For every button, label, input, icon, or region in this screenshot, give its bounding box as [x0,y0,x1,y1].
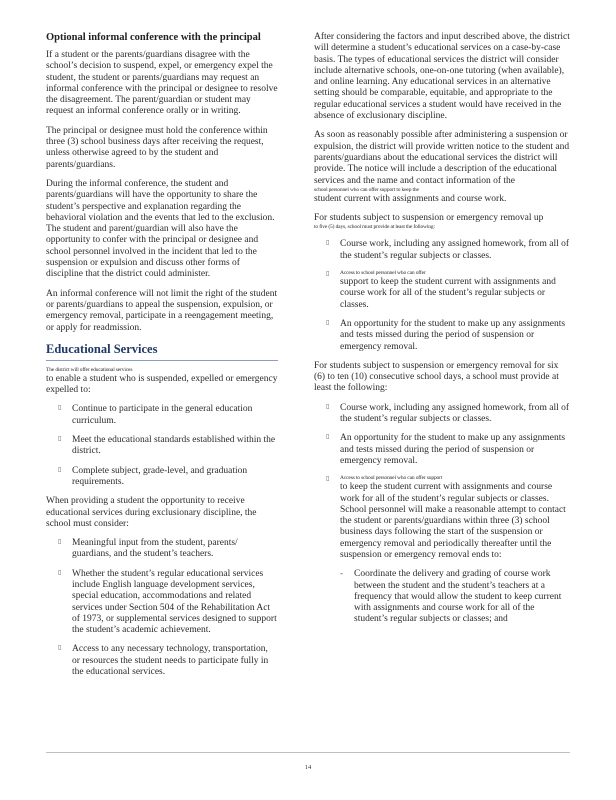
edu-intro-text: to enable a student who is suspended, expelled or emergency expelled to: [46,373,278,396]
footer-divider [46,752,570,753]
educational-services-heading: Educational Services [46,341,158,356]
informal-paragraph-3: During the informal conference, the student and parents/guardians will have the opportunity to share the student’s perspective and explanation regarding the behavioral violation and the events that led to the exclusion. The student and parent/guardian will also have the opportunity to confer with the principal or designee and school personnel involved in the incident that led to the suspension or expulsion and discuss other forms of discipline that the district could administer. [46,178,275,280]
written-notice-text: As soon as reasonably possible after administering a suspension or expulsion, the district will provide written notice to the student and parents/guardians about the educational services the district will provide. The notice will include a description of the educational services and the name and contact information of the [314,130,570,186]
ten-day-list [314,403,570,626]
list-item: ▯ Meaningful input from the student, parents/ guardians, and the student’s teachers. [58,538,238,560]
services-determination-paragraph: After considering the factors and input described above, the district will determine a student’s educational services on a case-by-case basis. The types of educational services the district will consider include alternative schools, one-on-one tutoring (when available), and online learning. Any educational services in an alternative setting should be comparable, equitable, and appropriate to the regular educational services a student would have received in the absence of exclusionary discipline. [314,32,570,122]
right-column [314,32,570,634]
bullet-icon: ▯ [58,539,62,546]
bullet-icon: ▯ [326,271,330,278]
page-number: 14 [304,764,312,771]
five-day-list [314,239,570,352]
informal-paragraph-1: If a student or the parents/guardians disagree with the school’s decision to suspend, expel, or emergency expel the student, the student or parents/guardians may request an informal conference with the principal or designee to resolve the disagreement. The parent/guardian or student may request an informal conference orally or in writing. [46,50,278,117]
list-item: ▯ Access to school personnel who can offer support to keep the student current with assignments and course work for all of the student’s regular subjects or classes. [326,270,556,310]
edu-intro-paragraph [46,367,278,397]
bullet-icon: ▯ [326,240,330,247]
bullet-icon: ▯ [58,569,62,576]
bullet-icon: ▯ [58,436,62,443]
list-item: ▯ Course work, including any assigned homework, from all of the student’s regular subjects or classes. [326,402,570,425]
informal-paragraph-2: The principal or designee must hold the conference within three (3) school business days after receiving the request, unless otherwise agreed to by the student and parents/guardians. [46,125,268,170]
list-item: ▯ Course work, including any assigned homework, from all of the student’s regular subjects or classes. [326,239,570,261]
bullet-icon: ▯ [326,403,330,410]
bullet-icon: ▯ [326,476,330,483]
five-day-intro-small-text: to five (5) days, school must provide at least the following: [314,224,435,231]
written-notice-small-text: school personnel who can offer support to keep the [314,186,419,193]
bullet-icon: ▯ [58,405,62,412]
sub-list-item: - Coordinate the delivery and grading of course work between the student and the student’s teachers at a frequency that would allow the student to keep current with assignments and course work for all of the student’s regular subjects or classes; and [340,568,562,625]
written-notice-end: student current with assignments and course work. [314,193,507,204]
bullet-icon: ▯ [326,319,330,326]
consider-intro-paragraph: When providing a student the opportunity to receive educational services during exclusionary discipline, the school must consider: [46,496,257,529]
five-day-intro-text: For students subject to suspension or emergency removal up [314,213,544,224]
list-item: ▯ An opportunity for the student to make up any assignments and tests missed during the period of suspension or emergency removal. [326,433,566,466]
left-column [46,32,278,686]
dash-icon: - [340,568,343,579]
list-item: ▯ Meet the educational standards established within the district. [58,435,276,457]
edu-intro-small-text: The district will offer educational services [46,366,133,373]
list-item: ▯ Access to any necessary technology, transportation, or resources the student needs to participate fully in the educational services. [58,644,269,678]
ten-day-intro-paragraph: For students subject to suspension or emergency removal for six (6) to ten (10) consecutive school days, a school must provide at least the following: [314,360,559,394]
informal-conference-heading: Optional informal conference with the principal [46,32,261,43]
list-item: ▯ Whether the student’s regular educational services include English language development services, special education, accommodations and related services under Section 504 of the Rehabilitation Act of 1973, or supplemental services designed to support the student’s academic achievement. [58,568,277,636]
five-day-intro-paragraph [314,213,570,231]
consider-list [46,538,278,678]
bullet-icon: ▯ [326,434,330,441]
informal-paragraph-4: An informal conference will not limit the right of the student or parents/guardians to appeal the suspension, expulsion, or emergency removal, participate in a reengagement meeting, or apply for readmission. [46,288,278,333]
list-item: ▯ An opportunity for the student to make up any assignments and tests missed during the period of suspension or emergency removal. [326,318,566,352]
list-item: ▯ Complete subject, grade-level, and graduation requirements. [58,465,248,487]
list-item: ▯ Continue to participate in the general education curriculum. [58,404,253,426]
section-divider [46,360,278,361]
list-item: ▯ Access to school personnel who can offer support to keep the student current with assignments and course work for all of the student’s regular subjects or classes. School personnel will make a reasonable attempt to contact the student or parents/guardians within three (3) school business days following the start of the suspension or emergency removal and periodically thereafter until the suspension or emergency removal ends to: [326,475,566,560]
bullet-icon: ▯ [58,645,62,652]
written-notice-paragraph [314,130,570,205]
edu-goals-list [46,404,278,488]
bullet-icon: ▯ [58,466,62,473]
